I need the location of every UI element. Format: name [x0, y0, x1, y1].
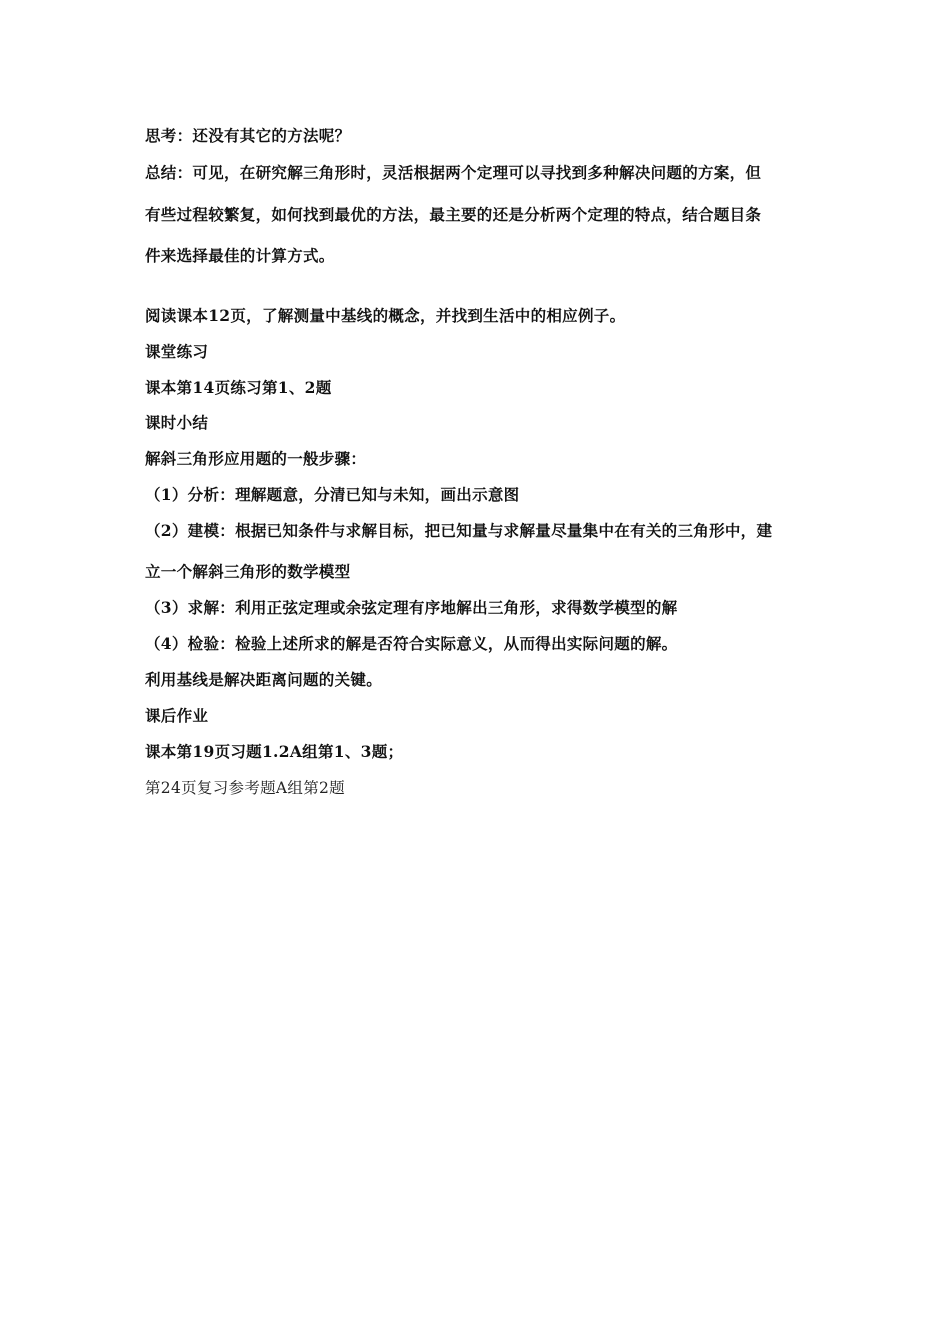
classroom-practice-item: 课本第14页练习第1、2题 [145, 378, 332, 397]
baseline-key-point: 利用基线是解决距离问题的关键。 [145, 670, 383, 689]
summary-line-2: 有些过程较繁复，如何找到最优的方法，最主要的还是分析两个定理的特点，结合题目条 [145, 205, 762, 224]
step-1-analysis: （1）分析：理解题意，分清已知与未知，画出示意图 [145, 485, 520, 504]
section-heading-lesson-summary: 课时小结 [145, 413, 209, 432]
homework-item-2: 第24页复习参考题A组第2题 [145, 779, 345, 797]
thinking-question: 思考：还没有其它的方法呢？ [145, 126, 351, 145]
section-heading-classroom-practice: 课堂练习 [145, 342, 209, 361]
step-3-solving: （3）求解：利用正弦定理或余弦定理有序地解出三角形，求得数学模型的解 [145, 598, 678, 617]
step-2-modeling-line-1: （2）建模：根据已知条件与求解目标，把已知量与求解量尽量集中在有关的三角形中，建 [145, 521, 773, 540]
reading-assignment: 阅读课本12页，了解测量中基线的概念，并找到生活中的相应例子。 [145, 306, 626, 325]
step-4-checking: （4）检验：检验上述所求的解是否符合实际意义，从而得出实际问题的解。 [145, 634, 678, 653]
step-2-modeling-line-2: 立一个解斜三角形的数学模型 [145, 562, 351, 581]
homework-item-1: 课本第19页习题1.2A组第1、3题； [145, 742, 404, 761]
summary-line-3: 件来选择最佳的计算方式。 [145, 246, 335, 265]
steps-intro: 解斜三角形应用题的一般步骤： [145, 449, 367, 468]
section-heading-homework: 课后作业 [145, 706, 209, 725]
summary-line-1: 总结：可见，在研究解三角形时，灵活根据两个定理可以寻找到多种解决问题的方案，但 [145, 163, 762, 182]
